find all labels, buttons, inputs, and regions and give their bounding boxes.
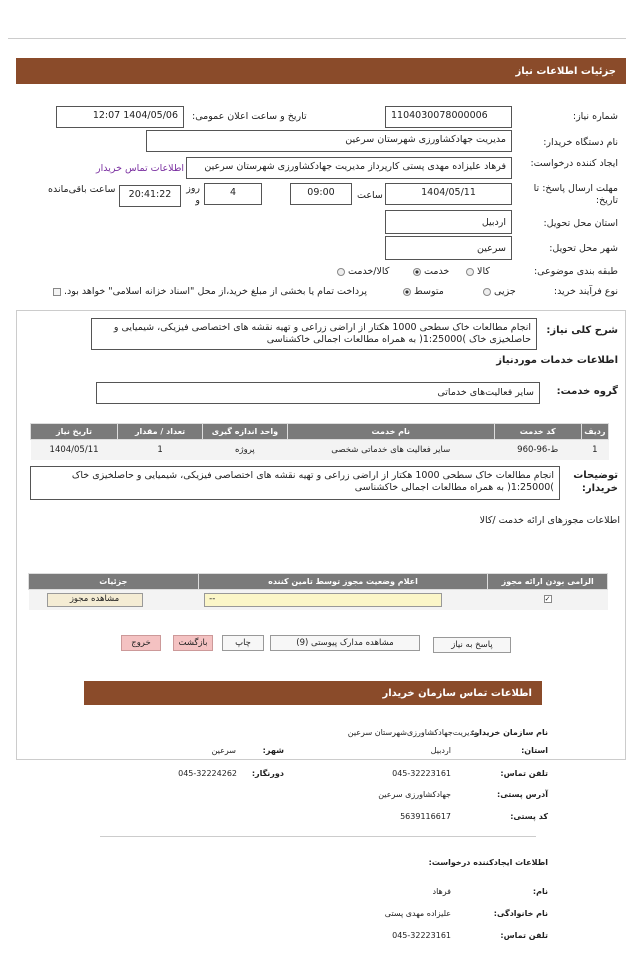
attachments-button[interactable]: مشاهده مدارک پیوستی (9) [270,635,420,651]
category-option-goods[interactable] [466,266,490,277]
process-option-medium[interactable] [403,286,444,297]
days-label: روز و [186,183,200,206]
city-contact-label: شهر: [262,746,284,755]
summary-label: شرح کلی نیاز: [546,325,618,336]
cell-qty: 1 [118,440,203,460]
announce-field: 1404/05/06 12:07 [56,106,184,128]
time-label: ساعت [357,190,383,201]
cell-name: سایر فعالیت های خدماتی شخصی [287,440,494,460]
creator-phone-value: 045-32223161 [392,931,451,940]
category-service-radio[interactable] [413,268,421,276]
postal-label: کد پستی: [510,812,548,821]
last-name-value: علیزاده مهدی پستی [384,909,451,918]
org-label: نام سازمان خریدار: [471,728,548,737]
top-divider [8,38,626,39]
permit-col-required: الزامی بودن ارائه مجوز [488,574,608,590]
city-contact-value: سرعین [211,746,236,755]
category-label: طبقه بندی موضوعی: [533,266,618,277]
permit-status-field: -- [204,593,442,607]
category-goods-label: کالا [477,266,490,277]
category-goods-radio[interactable] [466,268,474,276]
process-minor-label: جزیی [494,286,516,297]
category-service-label: خدمت [424,266,450,277]
details-header: جزئیات اطلاعات نیاز [16,58,626,84]
reply-button[interactable]: پاسخ به نیاز [433,637,511,653]
exit-button[interactable]: خروج [121,635,161,651]
last-name-label: نام خانوادگی: [493,909,548,918]
phone-label: تلفن تماس: [500,769,548,778]
category-both-radio[interactable] [337,268,345,276]
process-label: نوع فرآیند خرید: [553,286,618,297]
creator-field: فرهاد علیزاده مهدی پستی کارپرداز مدیریت جهادکشاورزی شهرستان سرعین [186,157,512,179]
service-group-field: سایر فعالیت‌های خدماتی [96,382,540,404]
first-name-label: نام: [532,887,548,896]
permits-table-header [29,574,608,590]
summary-field: انجام مطالعات خاک سطحی 1000 هکتار از اراضی زراعی و تهیه نقشه های اختصاصی فیزیکی، شیمیایی و حاصلخیزی خاک )1:25000( به همراه مطالعات اجمالی خاکشناسی [91,318,537,350]
category-option-both[interactable] [337,266,389,277]
creator-label: ایجاد کننده درخواست: [530,158,618,169]
print-button[interactable]: چاپ [222,635,264,651]
cell-row: 1 [581,440,608,460]
creator-phone-label: تلفن تماس: [500,931,548,940]
city-field: سرعین [385,236,512,260]
services-table-header [31,424,609,440]
announce-label: تاریخ و ساعت اعلان عمومی: [192,111,307,122]
fax-value: 045-32224262 [178,769,237,778]
address-label: آدرس پستی: [497,790,548,799]
city-label: شهر محل تحویل: [549,243,618,254]
process-medium-label: متوسط [414,286,444,297]
payment-note: پرداخت تمام یا بخشی از مبلغ خرید،از محل "اسناد خزانه اسلامی" خواهد بود. [64,286,367,297]
creator-info-title: اطلاعات ایجادکننده درخواست: [428,858,548,867]
buyer-desc-label: توضیحات خریدار: [573,470,618,494]
contact-info-link[interactable]: اطلاعات تماس خریدار [96,163,185,174]
cell-unit: پروژه [202,440,287,460]
cell-date: 1404/05/11 [31,440,118,460]
process-minor-radio[interactable] [483,288,491,296]
permits-table [28,573,608,610]
payment-option[interactable] [53,286,367,297]
days-field: 4 [204,183,262,205]
buyer-desc-field: انجام مطالعات خاک سطحی 1000 هکتار از اراضی زراعی و تهیه نقشه های اختصاصی فیزیکی، شیمیایی و حاصلخیزی خاک )1:25000( به همراه مطالعات اجمالی خاکشناسی [30,466,560,500]
process-option-minor[interactable] [483,286,516,297]
permits-title: اطلاعات مجوزهای ارائه خدمت /کالا [479,515,620,526]
services-section-title: اطلاعات خدمات موردنیاز [496,355,618,366]
address-value: جهادکشاورزی سرعین [378,790,451,799]
col-row: ردیف [581,424,608,440]
contact-header: اطلاعات تماس سازمان خریدار [84,681,542,705]
permit-col-details: جزئیات [29,574,199,590]
need-number-field: 1104030078000006 [385,106,512,128]
col-code: کد خدمت [494,424,581,440]
province-contact-label: استان: [521,746,548,755]
phone-value: 045-32223161 [392,769,451,778]
fax-label: دورنگار: [251,769,284,778]
services-table [30,423,609,460]
province-field: اردبیل [385,210,512,234]
category-option-service[interactable] [413,266,449,277]
buyer-label: نام دستگاه خریدار: [543,137,618,148]
need-number-label: شماره نیاز: [572,111,618,122]
permit-col-status: اعلام وضعیت مجوز توسط تامین کننده [198,574,488,590]
back-button[interactable]: بازگشت [173,635,213,651]
province-contact-value: اردبیل [430,746,451,755]
table-row [31,440,609,460]
view-permit-button[interactable]: مشاهده مجوز [47,593,143,607]
col-unit: واحد اندازه گیری [202,424,287,440]
process-medium-radio[interactable] [403,288,411,296]
deadline-time-field: 09:00 [290,183,352,205]
col-qty: تعداد / مقدار [118,424,203,440]
contact-divider [100,836,536,837]
first-name-value: فرهاد [432,887,451,896]
cell-code: ط-96-960 [494,440,581,460]
deadline-date-field: 1404/05/11 [385,183,512,205]
remaining-label: ساعت باقی‌مانده [48,184,116,195]
org-value: مدیریت‌جهادکشاورزی‌شهرستان سرعین [347,728,478,737]
service-group-label: گروه خدمت: [556,386,618,397]
permit-required-checkbox[interactable]: ✓ [544,595,551,604]
payment-checkbox[interactable] [53,288,61,296]
buyer-field: مدیریت جهادکشاورزی شهرستان سرعین [146,130,512,152]
col-name: نام خدمت [287,424,494,440]
col-date: تاریخ نیاز [31,424,118,440]
permit-row [29,590,608,610]
province-label: استان محل تحویل: [543,218,618,229]
remaining-field: 20:41:22 [119,185,181,207]
deadline-label: مهلت ارسال پاسخ: تا تاریخ: [533,183,618,206]
postal-value: 5639116617 [400,812,451,821]
category-both-label: کالا/خدمت [348,266,390,277]
